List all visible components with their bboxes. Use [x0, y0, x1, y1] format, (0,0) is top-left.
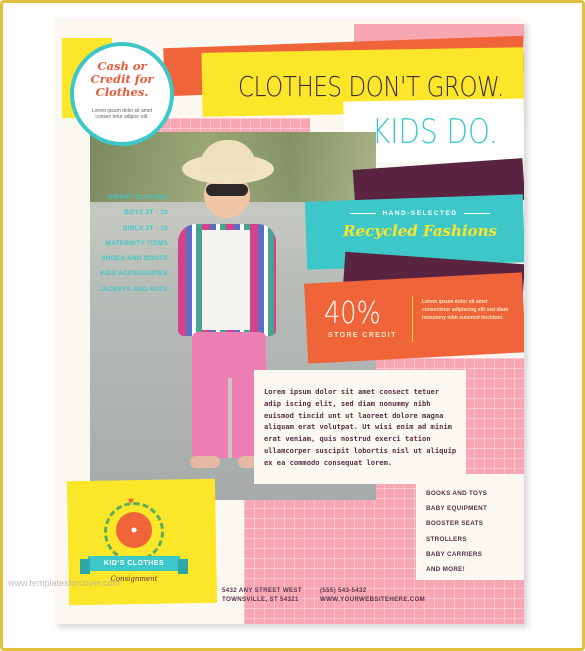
service-item: BOOKS AND TOYS	[426, 490, 488, 497]
category-item: BOYS 2T - 10	[124, 209, 168, 217]
headline-line-1: CLOTHES DON'T GROW.	[238, 70, 504, 103]
hand-selected-kicker: HAND-SELECTED	[316, 210, 524, 217]
logo-subtitle: Consignment	[110, 575, 158, 583]
body-paragraph: Lorem ipsum dolor sit amet consect tetuer adip iscing elit, sed diam nonummy nibh euismod tincid unt ut laoreet dolore magna aliquam erat volutpat. Ut wisi enim ad minim erat veniam, quis nostrud exerci tation ullamcorper suscipit lobortis nisl ut aliquip ex ea commodo consequat lorem.	[264, 387, 457, 467]
recycled-fashions-title: Recycled Fashions	[343, 222, 497, 240]
watermark: www.templatesforcover.com	[8, 578, 121, 588]
cash-credit-badge	[70, 42, 174, 146]
category-item: KIDS ACCESSORIES	[99, 270, 168, 278]
service-item: BOOSTER SEATS	[426, 520, 484, 528]
heart-icon: ♥	[128, 496, 134, 507]
photo-pants-gap	[228, 378, 232, 458]
category-item: MATERNITY ITEMS	[105, 239, 168, 247]
category-list	[64, 190, 168, 297]
category-item: SHOES AND BOOTS	[101, 255, 168, 263]
contact-block	[320, 586, 425, 604]
category-item: GIRLS 2T - 10	[122, 224, 168, 232]
logo-ribbon: KID'S CLOTHES	[88, 556, 180, 571]
services-list	[426, 486, 524, 577]
offer-percent: 40%	[324, 296, 381, 331]
badge-title: Cash or Credit for Clothes.	[90, 59, 154, 99]
address-block	[222, 586, 302, 604]
flyer-page	[54, 18, 524, 624]
photo-sunglasses	[206, 184, 248, 196]
service-item: BABY EQUIPMENT	[426, 505, 488, 513]
category-item: JACKETS AND HATS	[99, 285, 168, 293]
service-item: BABY CARRIERS	[426, 550, 483, 558]
service-item: AND MORE!	[426, 566, 466, 574]
offer-text: Lorem ipsum dolor sit amet consectetur adipiscing elit sed diam nonummy nibh euismod tincidunt.	[422, 299, 509, 321]
badge-text: Lorem ipsum dolor sit amet consec tetur adipisc elit.	[91, 108, 153, 120]
category-item: INFANT CLOTHES	[108, 194, 168, 201]
service-item: STROLLERS	[426, 535, 467, 543]
website-url: WWW.YOURWEBSITEHERE.COM	[320, 596, 426, 603]
photo-sandal-left	[190, 456, 220, 468]
button-holes-icon	[126, 522, 142, 538]
address-line-1: 5432 ANY STREET WEST	[222, 587, 302, 594]
offer-divider	[412, 296, 413, 342]
address-line-2: TOWNSVILLE, ST 54321	[222, 596, 299, 603]
offer-label: STORE CREDIT	[328, 332, 397, 339]
photo-white-tee	[202, 230, 250, 330]
phone-number: (555) 543-5432	[320, 587, 367, 594]
headline-line-2: KIDS DO.	[372, 112, 498, 152]
